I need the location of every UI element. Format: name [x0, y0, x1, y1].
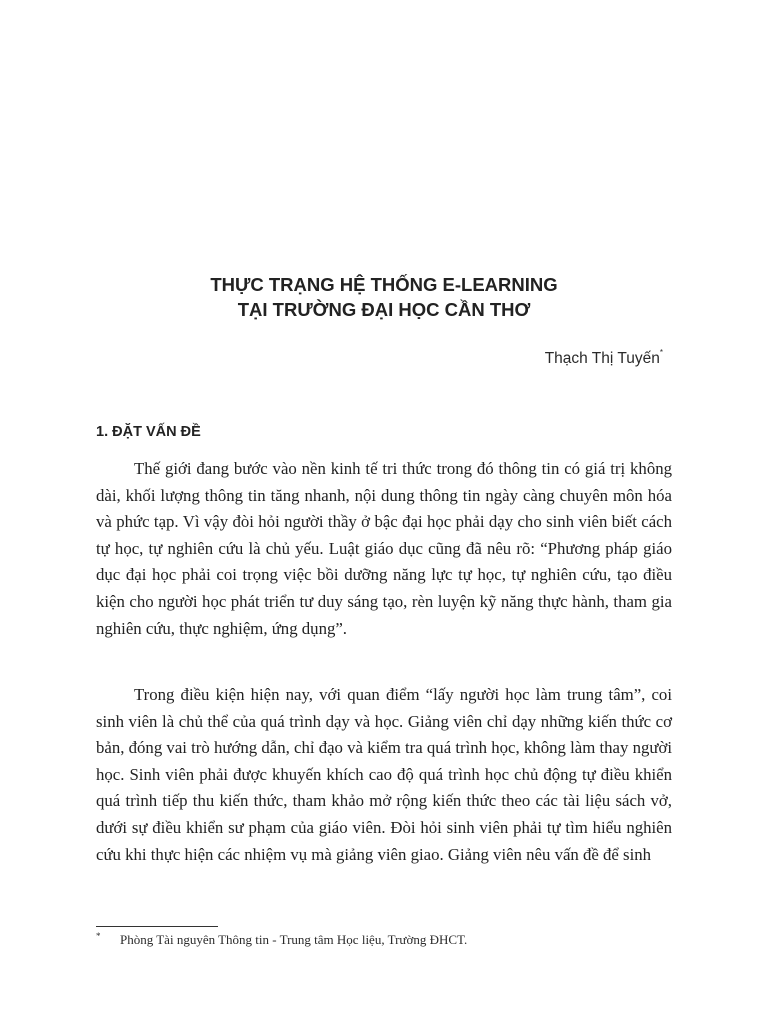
body-paragraph-2: Trong điều kiện hiện nay, với quan điểm “lấy người học làm trung tâm”, coi sinh viên là chủ thể của quá trình dạy và học. Giảng viên chỉ dạy những kiến thức cơ bản, đóng vai trò hướng dẫn, chỉ đạo và kiểm tra quá trình học, không làm thay người học. Sinh viên phải được khuyến khích cao độ quá trình học chủ động tự điều khiển quá trình tiếp thu kiến thức, tham khảo mở rộng kiến thức theo các tài liệu sách vở, dưới sự điều khiển sư phạm của giáo viên. Đòi hỏi sinh viên phải tự tìm hiểu nghiên cứu khi thực hiện các nhiệm vụ mà giảng viên giao. Giảng viên nêu vấn đề để sinh: [96, 685, 672, 864]
footnote-text: Phòng Tài nguyên Thông tin - Trung tâm Học liệu, Trường ĐHCT.: [120, 932, 468, 947]
section-heading: 1. ĐẶT VẤN ĐỀ: [96, 424, 201, 440]
author-footnote-mark: *: [659, 347, 663, 357]
paper-title-line-2: TẠI TRƯỜNG ĐẠI HỌC CẦN THƠ: [237, 299, 531, 320]
footnote-mark: *: [96, 931, 101, 941]
author-byline: [544, 347, 663, 368]
paper-title-line-1: THỰC TRẠNG HỆ THỐNG E-LEARNING: [210, 274, 558, 295]
author-name: Thạch Thị Tuyến: [544, 350, 660, 367]
footnote: [96, 932, 467, 948]
paper-title: [96, 272, 672, 322]
footnote-divider: [96, 926, 218, 927]
body-paragraph-1: Thế giới đang bước vào nền kinh tế tri thức trong đó thông tin có giá trị không dài, khối lượng thông tin tăng nhanh, nội dung thông tin ngày càng chuyên môn hóa và phức tạp. Vì vậy đòi hỏi người thầy ở bậc đại học phải dạy cho sinh viên biết cách tự học, tự nghiên cứu là chủ yếu. Luật giáo dục cũng đã nêu rõ: “Phương pháp giáo dục đại học phải coi trọng việc bồi dưỡng năng lực tự học, tự nghiên cứu, tạo điều kiện cho người học phát triển tư duy sáng tạo, rèn luyện kỹ năng thực hành, tham gia nghiên cứu, thực nghiệm, ứng dụng”.: [96, 459, 672, 638]
